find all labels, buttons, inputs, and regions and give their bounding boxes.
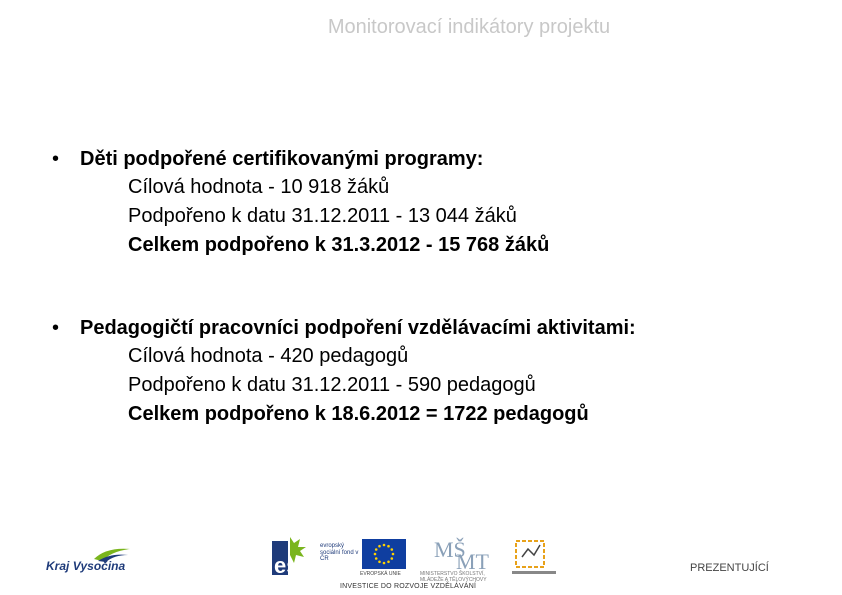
total-supported-line: Celkem podpořeno k 31.3.2012 - 15 768 žáků bbox=[128, 234, 550, 256]
investment-caption: INVESTICE DO ROZVOJE VZDĚLÁVÁNÍ bbox=[340, 583, 477, 590]
supported-to-date-line: Podpořeno k datu 31.12.2011 - 13 044 žáků bbox=[128, 205, 517, 227]
op-vk-logo-icon bbox=[510, 537, 558, 577]
bullet-dot: • bbox=[52, 148, 60, 170]
bullet-heading-text: Děti podpořené certifikovanými programy: bbox=[80, 148, 484, 170]
target-value-line: Cílová hodnota - 10 918 žáků bbox=[128, 176, 390, 198]
target-value-line: Cílová hodnota - 420 pedagogů bbox=[128, 345, 409, 367]
slide-title: Monitorovací indikátory projektu bbox=[327, 16, 611, 38]
svg-text:MT: MT bbox=[456, 549, 489, 574]
presenter-label: PREZENTUJÍCÍ bbox=[690, 562, 769, 574]
bullet-section-children bbox=[52, 145, 549, 260]
eu-flag-icon bbox=[362, 539, 406, 569]
total-supported-line: Celkem podpořeno k 18.6.2012 = 1722 pedagogů bbox=[128, 403, 589, 425]
esf-logo-icon bbox=[270, 535, 318, 577]
bullet-heading-text: Pedagogičtí pracovníci podpoření vzdělávacími aktivitami: bbox=[80, 317, 636, 339]
msmt-caption: MINISTERSTVO ŠKOLSTVÍ, MLÁDEŽE A TĚLOVÝCHOVY bbox=[420, 571, 487, 583]
esf-caption: evropský sociální fond v ČR bbox=[320, 543, 359, 562]
bullet-dot: • bbox=[52, 317, 60, 339]
kraj-logo-text: Kraj Vysočina bbox=[46, 559, 126, 573]
svg-text:esf: esf bbox=[274, 553, 306, 577]
svg-text:MŠ: MŠ bbox=[434, 537, 466, 562]
supported-to-date-line: Podpořeno k datu 31.12.2011 - 590 pedagogů bbox=[128, 374, 536, 396]
eu-caption: EVROPSKÁ UNIE bbox=[360, 571, 401, 577]
bullet-section-teachers bbox=[52, 314, 636, 429]
bullet-heading bbox=[52, 145, 549, 173]
kraj-vysocina-logo bbox=[46, 545, 132, 577]
bullet-heading bbox=[52, 314, 636, 342]
eu-funding-logos bbox=[270, 535, 558, 595]
